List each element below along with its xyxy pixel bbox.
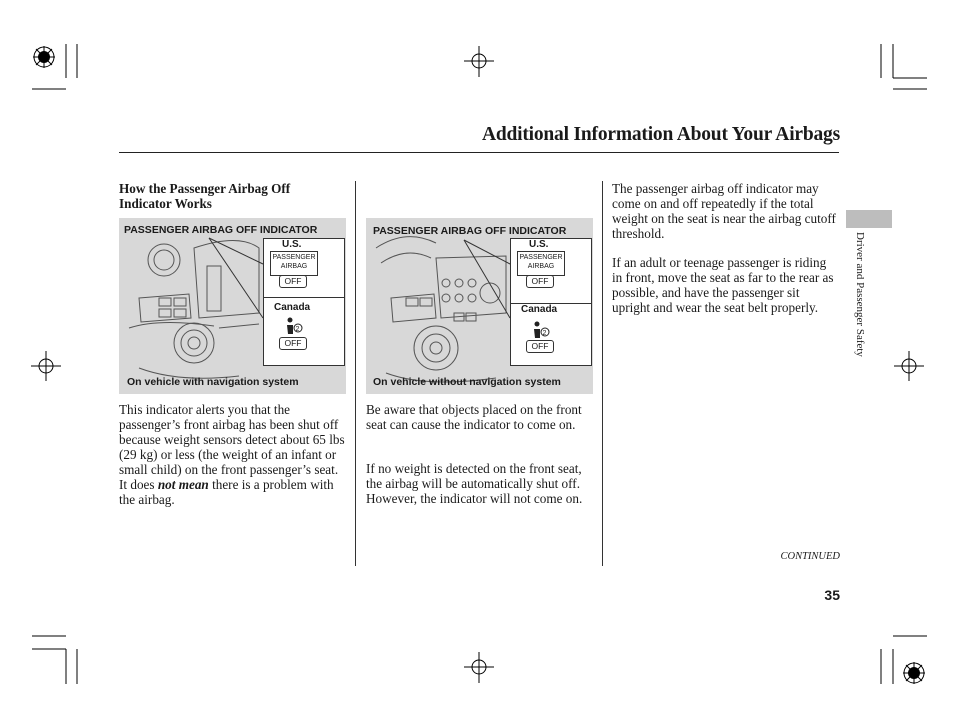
continued-label: CONTINUED: [780, 551, 840, 562]
figure-caption: On vehicle with navigation system: [127, 376, 299, 388]
section-tab: [846, 210, 892, 228]
page-number: 35: [824, 587, 840, 603]
indicator-panel: [510, 238, 592, 366]
section-heading: How the Passenger Airbag Off Indicator Works: [119, 181, 291, 211]
us-off-indicator: OFF: [526, 275, 554, 288]
canada-off-indicator: OFF: [279, 337, 307, 350]
us-passenger-airbag-indicator: PASSENGER AIRBAG: [517, 251, 565, 276]
svg-text:2: 2: [542, 330, 547, 337]
side-tab-text: Driver and Passenger Safety: [854, 232, 866, 357]
canada-label: Canada: [521, 304, 558, 315]
figure-with-navigation: [119, 218, 346, 394]
figure-without-navigation: [366, 218, 593, 394]
page-title: Additional Information About Your Airbags: [481, 124, 840, 145]
figure-title: PASSENGER AIRBAG OFF INDICATOR: [373, 225, 567, 237]
us-passenger-airbag-indicator: PASSENGER AIRBAG: [270, 251, 318, 276]
body-paragraph: If no weight is detected on the front seat, the airbag will be automatically shut off. However, the indicator will not come on.: [366, 461, 583, 506]
body-paragraph: [119, 402, 347, 507]
emphasis-text: not mean: [157, 477, 209, 492]
indicator-separator: [264, 297, 344, 298]
passenger-airbag-icon: [531, 321, 551, 339]
figure-title: PASSENGER AIRBAG OFF INDICATOR: [124, 224, 318, 236]
us-label: U.S.: [529, 239, 549, 250]
paragraph-text: there is a problem with the airbag.: [119, 477, 334, 507]
passenger-airbag-icon: [284, 317, 304, 335]
body-paragraph: If an adult or teenage passenger is riding in front, move the seat as far to the rear as possible, and have the passenger sit upright and wear the seat belt properly.: [612, 255, 834, 315]
indicator-panel: [263, 238, 345, 366]
body-paragraph: The passenger airbag off indicator may come on and off repeatedly if the total weight on the seat is near the airbag cutoff threshold.: [612, 181, 836, 241]
body-paragraph: Be aware that objects placed on the front seat can cause the indicator to come on.: [366, 402, 582, 432]
us-off-indicator: OFF: [279, 275, 307, 288]
figure-caption: On vehicle without navigation system: [373, 376, 561, 388]
svg-text:2: 2: [295, 326, 300, 333]
paragraph-text: This indicator alerts you that the passenger’s front airbag has been shut off because weight sensors detect about 65 lbs (29 kg) or less (the weight of an infant or small child) on the front passenger’s seat. It does: [119, 402, 345, 492]
side-tab-label: [854, 232, 866, 392]
us-label: U.S.: [282, 239, 302, 250]
canada-label: Canada: [274, 302, 311, 313]
column-divider: [355, 181, 356, 566]
canada-off-indicator: OFF: [526, 340, 554, 353]
column-divider: [602, 181, 603, 566]
title-divider: [119, 152, 839, 153]
